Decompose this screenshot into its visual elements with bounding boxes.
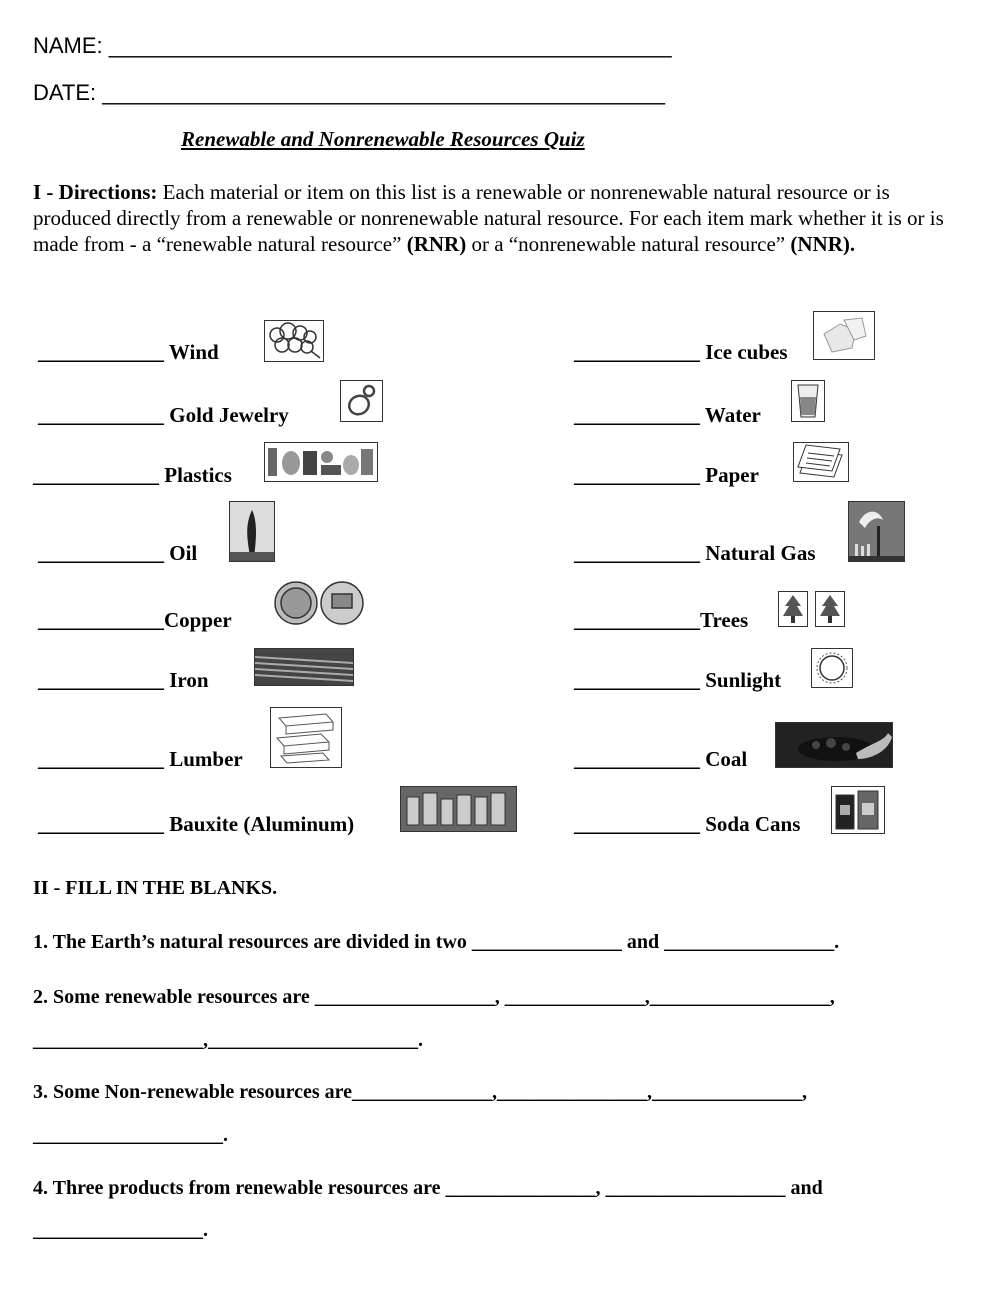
ice-cube-icon — [813, 311, 875, 360]
rnr-label: (RNR) — [406, 232, 467, 256]
item-paper[interactable]: ____________ Paper — [574, 463, 759, 487]
lumber-icon — [270, 707, 342, 768]
date-line[interactable]: DATE: ______________________________________________ — [33, 80, 666, 105]
page-title: Renewable and Nonrenewable Resources Quiz — [181, 127, 585, 151]
nnr-label: (NNR). — [790, 232, 856, 256]
question-4-line-1[interactable]: 4. Three products from renewable resources are _______________, __________________ and — [33, 1177, 823, 1199]
item-iron[interactable]: ____________ Iron — [38, 668, 209, 692]
item-wind[interactable]: ____________ Wind — [38, 340, 219, 364]
item-bauxite[interactable]: ____________ Bauxite (Aluminum) — [38, 812, 355, 836]
soda-cans-icon — [831, 786, 885, 834]
item-trees[interactable]: ____________Trees — [574, 608, 749, 632]
cloud-icon — [264, 320, 324, 362]
question-3-line-2[interactable]: ___________________. — [33, 1124, 228, 1146]
item-gold-jewelry[interactable]: ____________ Gold Jewelry — [38, 403, 289, 427]
item-plastics[interactable]: ____________ Plastics — [33, 463, 232, 487]
iron-bars-icon — [254, 648, 354, 686]
aluminum-cans-icon — [400, 786, 517, 832]
directions-text: Each material or item on this list is a renewable or nonrenewable natural resource or is produced directly from a renewable or nonrenewable natural resource. For each item mark whether it is or is made from - a “renewable natural resource” — [33, 180, 944, 256]
directions-paragraph — [33, 179, 968, 257]
question-4-line-2[interactable]: _________________. — [33, 1219, 208, 1241]
question-2-line-1[interactable]: 2. Some renewable resources are __________________, ______________,__________________, — [33, 986, 835, 1008]
question-3-line-1[interactable]: 3. Some Non-renewable resources are______________,_______________,_______________, — [33, 1081, 808, 1103]
water-glass-icon — [791, 380, 825, 422]
item-natural-gas[interactable]: ____________ Natural Gas — [574, 541, 816, 565]
item-ice-cubes[interactable]: ____________ Ice cubes — [574, 340, 788, 364]
item-sunlight[interactable]: ____________ Sunlight — [574, 668, 782, 692]
ring-icon — [340, 380, 383, 422]
item-water[interactable]: ____________ Water — [574, 403, 761, 427]
oil-gusher-icon — [229, 501, 275, 562]
section-2-heading: II - FILL IN THE BLANKS. — [33, 877, 278, 899]
paper-stack-icon — [793, 442, 849, 482]
coins-icon — [272, 580, 366, 626]
tree-icon — [815, 591, 845, 627]
directions-label: I - Directions: — [33, 180, 158, 204]
tree-icon — [778, 591, 808, 627]
sun-icon — [811, 648, 853, 688]
item-soda-cans[interactable]: ____________ Soda Cans — [574, 812, 801, 836]
plastics-icon — [264, 442, 378, 482]
gas-flare-icon — [848, 501, 905, 562]
item-lumber[interactable]: ____________ Lumber — [38, 747, 243, 771]
item-copper[interactable]: ____________Copper — [38, 608, 232, 632]
item-oil[interactable]: ____________ Oil — [38, 541, 198, 565]
item-coal[interactable]: ____________ Coal — [574, 747, 748, 771]
question-2-line-2[interactable]: _________________,_____________________. — [33, 1029, 423, 1051]
name-line[interactable]: NAME: ______________________________________________ — [33, 33, 672, 58]
question-1[interactable]: 1. The Earth’s natural resources are divided in two _______________ and _________________. — [33, 931, 840, 953]
directions-middle: or a “nonrenewable natural resource” — [466, 232, 791, 256]
coal-hands-icon — [775, 722, 893, 768]
